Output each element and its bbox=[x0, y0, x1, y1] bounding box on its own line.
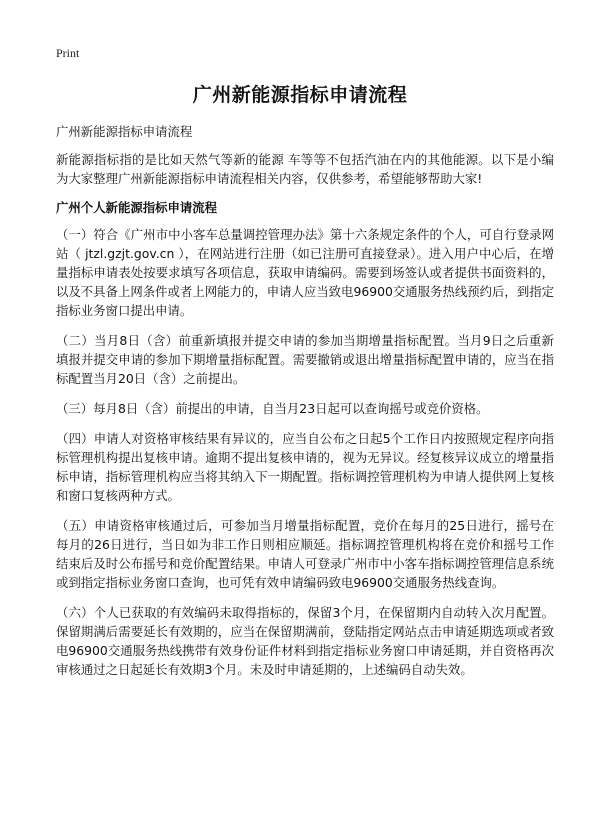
step-paragraph-4: （四）申请人对资格审核结果有异议的，应当自公布之日起5个工作日内按照规定程序向指标管理机构提出复核申请。逾期不提出复核申请的，视为无异议。经复核异议成立的增量指标申请，指标管理机构应当将其纳入下一期配置。指标调控管理机构为申请人提供网上复核和窗口复核两种方式。 bbox=[56, 431, 554, 503]
step-paragraph-5: （五）申请资格审核通过后，可参加当月增量指标配置，竞价在每月的25日进行，摇号在每月的26日进行，当日如为非工作日则相应顺延。指标调控管理机构将在竞价和摇号工作结束后及时公布摇号和竞价配置结果。申请人可登录广州市中小客车指标调控管理信息系统或到指定指标业务窗口查询，也可凭有效申请编码致电96900交通服务热线查询。 bbox=[56, 518, 554, 590]
intro-paragraph: 新能源指标指的是比如天然气等新的能源 车等等不包括汽油在内的其他能源。以下是小编为大家整理广州新能源指标申请流程相关内容，仅供参考，希望能够帮助大家! bbox=[56, 152, 554, 186]
step-paragraph-6: （六）个人已获取的有效编码未取得指标的，保留3个月，在保留期内自动转入次月配置。保留期满后需要延长有效期的，应当在保留期满前，登陆指定网站点击申请延期选项或者致电96900交通服务热线携带有效身份证件材料到指定指标业务窗口申请延期，并自资格再次审核通过之日起延长有效期3个月。未及时申请延期的，上述编码自动失效。 bbox=[56, 605, 554, 677]
step-paragraph-3: （三）每月8日（含）前提出的申请，自当月23日起可以查询摇号或竞价资格。 bbox=[56, 401, 489, 416]
step-paragraph-1: （一）符合《广州市中小客车总量调控管理办法》第十六条规定条件的个人，可自行登录网站（ jtzl.gzjt.gov.cn ），在网站进行注册（如已注册可直接登录）。进入用户中心后，在增量指标申请表处按要求填写各项信息，获取申请编码。需要到场签认或者提供书面资料的，以及不具备上网条件或者上网能力的，申请人应当致电96900交通服务热线预约后，到指定指标业务窗口提出申请。 bbox=[56, 227, 554, 318]
print-label[interactable]: Print bbox=[56, 46, 80, 60]
page-title: 广州新能源指标申请流程 bbox=[192, 84, 408, 106]
document-subtitle: 广州新能源指标申请流程 bbox=[56, 124, 193, 139]
section-heading: 广州个人新能源指标申请流程 bbox=[56, 200, 218, 215]
step-paragraph-2: （二）当月8日（含）前重新填报并提交申请的参加当期增量指标配置。当月9日之后重新填报并提交申请的参加下期增量指标配置。需要撤销或退出增量指标配置申请的，应当在指标配置当月20日（含）之前提出。 bbox=[56, 333, 554, 386]
document-body bbox=[56, 122, 554, 690]
